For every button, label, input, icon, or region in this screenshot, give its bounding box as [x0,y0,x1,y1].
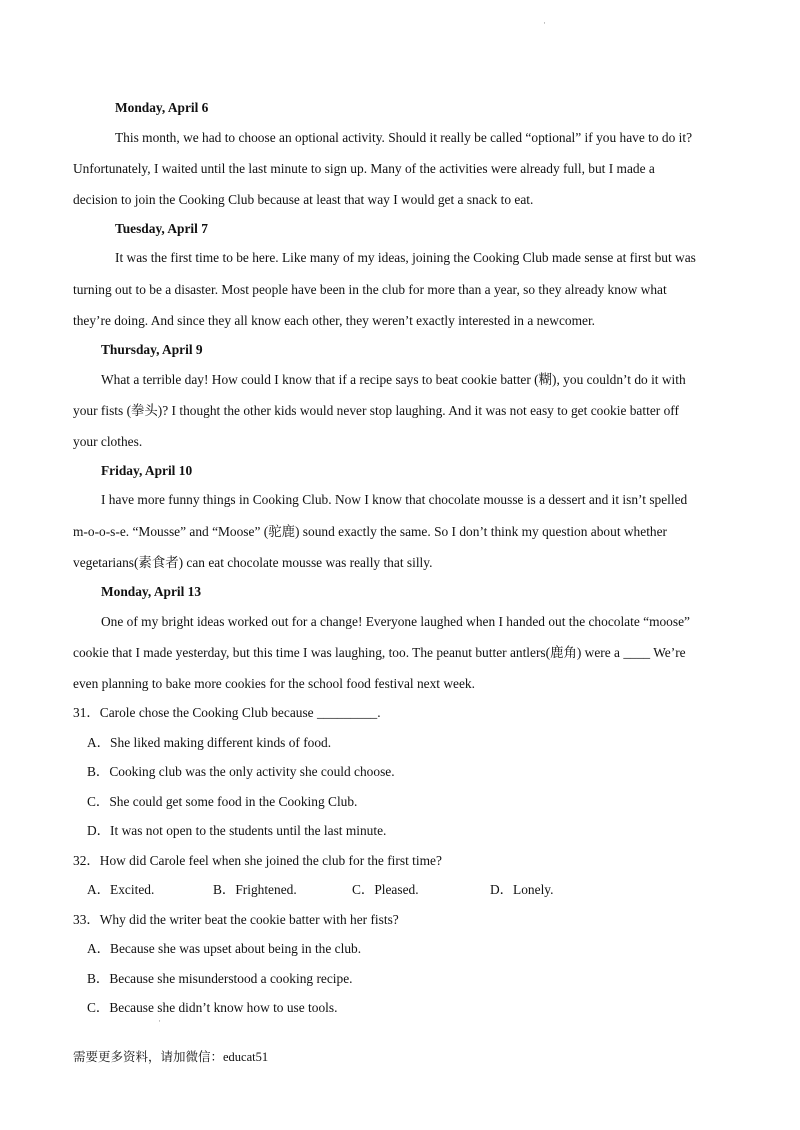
diary-line: Unfortunately, I waited until the last minute to sign up. Many of the activities were already full, but I made a [73,161,655,176]
diary-line: they’re doing. And since they all know each other, they weren’t exactly interested in a newcomer. [73,313,596,328]
diary-date: Monday, April 13 [101,584,202,599]
diary-date: Friday, April 10 [101,463,193,478]
diary-line: turning out to be a disaster. Most people have been in the club for more than a year, so they already know what [73,282,667,297]
diary-date: Tuesday, April 7 [115,221,208,236]
scan-mark: · [543,18,546,28]
question-option: C．Because she didn’t know how to use tools. [87,1000,338,1015]
question-stem: 33．Why did the writer beat the cookie batter with her fists? [73,912,399,927]
diary-line: even planning to bake more cookies for the school food festival next week. [73,676,475,691]
diary-line: m-o-o-s-e. “Mousse” and “Moose” (驼鹿) sound exactly the same. So I don’t think my question about whether [73,524,668,539]
diary-line: One of my bright ideas worked out for a change! Everyone laughed when I handed out the chocolate “moose” [101,614,690,629]
diary-line: It was the first time to be here. Like many of my ideas, joining the Cooking Club made sense at first but was [115,250,696,265]
question-option: B．Cooking club was the only activity she could choose. [87,764,395,779]
question-option: A．She liked making different kinds of food. [87,735,332,750]
question-stem: 32．How did Carole feel when she joined the club for the first time? [73,853,442,868]
question-option: C．She could get some food in the Cooking Club. [87,794,358,809]
diary-line: This month, we had to choose an optional activity. Should it really be called “optional” if you have to do it? [115,130,693,145]
question-option: D．Lonely. [490,882,554,897]
diary-date: Monday, April 6 [115,100,209,115]
question-stem: 31．Carole chose the Cooking Club because _________. [73,705,381,720]
diary-date: Thursday, April 9 [101,342,203,357]
question-option: C．Pleased. [352,882,419,897]
diary-line: I have more funny things in Cooking Club. Now I know that chocolate mousse is a dessert and it isn’t spelled [101,492,688,507]
question-option: B．Frightened. [213,882,297,897]
footer-note: 需要更多资料，请加微信：educat51 [73,1050,269,1064]
diary-line: What a terrible day! How could I know that if a recipe says to beat cookie batter (糊), you couldn’t do it with [101,372,686,387]
diary-line: cookie that I made yesterday, but this time I was laughing, too. The peanut butter antlers(鹿角) were a ____ We’re [73,645,686,660]
diary-line: your clothes. [73,434,143,449]
scan-mark: · [158,1016,161,1026]
question-option: A．Excited. [87,882,155,897]
diary-line: decision to join the Cooking Club because at least that way I would get a snack to eat. [73,192,534,207]
question-option: B．Because she misunderstood a cooking recipe. [87,971,353,986]
question-option: D．It was not open to the students until the last minute. [87,823,387,838]
diary-line: your fists (拳头)? I thought the other kids would never stop laughing. And it was not easy to get cookie batter off [73,403,679,418]
diary-line: vegetarians(素食者) can eat chocolate mousse was really that silly. [73,555,433,570]
question-option: A．Because she was upset about being in the club. [87,941,362,956]
